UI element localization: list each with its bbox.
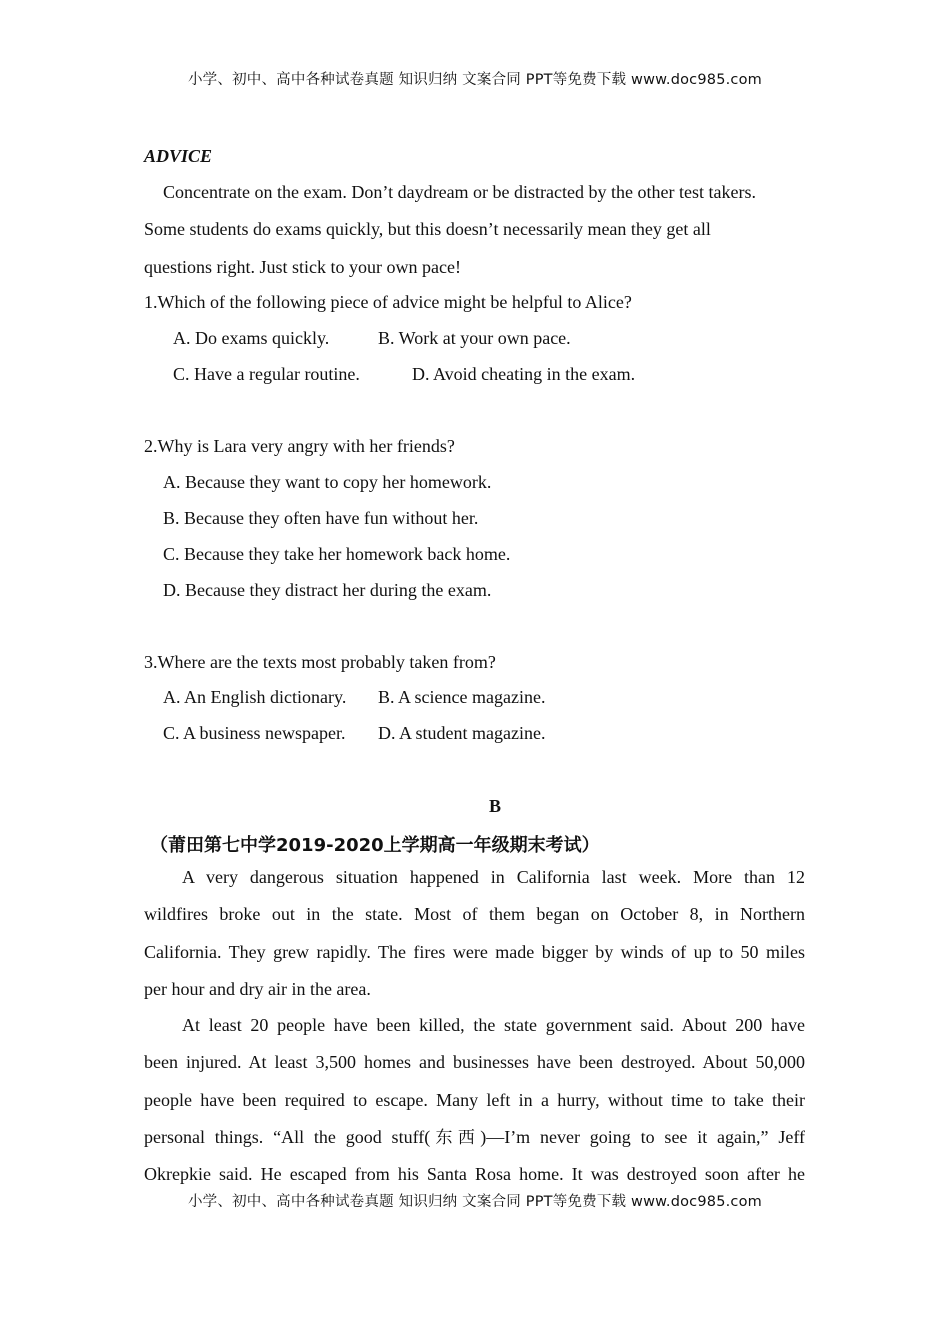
passage-p2-line-5: Okrepkie said. He escaped from his Santa Rosa home. It was destroyed soon after he <box>144 1164 805 1184</box>
question-1-option-d: D. Avoid cheating in the exam. <box>412 364 636 384</box>
advice-line-2: Some students do exams quickly, but this doesn’t necessarily mean they get all <box>144 219 711 239</box>
question-2-stem: 2.Why is Lara very angry with her friends? <box>144 436 455 456</box>
advice-title: ADVICE <box>144 146 213 166</box>
passage-p1-line-4: per hour and dry air in the area. <box>144 979 371 999</box>
passage-p2-line-1: At least 20 people have been killed, the state government said. About 200 have <box>182 1015 805 1035</box>
question-1-option-a: A. Do exams quickly. <box>173 328 330 348</box>
passage-p2-line-2: been injured. At least 3,500 homes and businesses have been destroyed. About 50,000 <box>144 1052 805 1072</box>
advice-line-1: Concentrate on the exam. Don’t daydream or be distracted by the other test takers. <box>163 182 756 202</box>
passage-p2-line-4-part-b: )—I’m never going to see it again,” Jeff <box>480 1127 806 1147</box>
question-3-option-a: A. An English dictionary. <box>163 687 347 707</box>
question-1-option-b: B. Work at your own pace. <box>378 328 571 348</box>
section-b-label: B <box>488 796 501 816</box>
passage-p1-line-3: California. They grew rapidly. The fires were made bigger by winds of up to 50 miles <box>144 942 805 962</box>
passage-p1-line-2: wildfires broke out in the state. Most of them began on October 8, in Northern <box>144 904 805 924</box>
passage-p2-line-4-cjk: 东西 <box>430 1128 481 1148</box>
question-3-stem: 3.Where are the texts most probably taken from? <box>144 652 496 672</box>
question-2-option-a: A. Because they want to copy her homework. <box>163 472 492 492</box>
question-3-option-c: C. A business newspaper. <box>163 723 346 743</box>
passage-p2-line-4 <box>144 1128 805 1147</box>
passage-p1-line-1: A very dangerous situation happened in California last week. More than 12 <box>182 867 805 887</box>
question-3-option-b: B. A science magazine. <box>378 687 546 707</box>
question-2-option-c: C. Because they take her homework back home. <box>163 544 511 564</box>
question-3-option-d: D. A student magazine. <box>378 723 546 743</box>
question-1-option-c: C. Have a regular routine. <box>173 364 360 384</box>
question-2-option-b: B. Because they often have fun without her. <box>163 508 479 528</box>
question-2-option-d: D. Because they distract her during the exam. <box>163 580 492 600</box>
question-1-stem: 1.Which of the following piece of advice might be helpful to Alice? <box>144 292 632 312</box>
section-b-source: （莆田第七中学2019-2020上学期高一年级期末考试） <box>150 835 600 856</box>
page-header: 小学、初中、高中各种试卷真题 知识归纳 文案合同 PPT等免费下载 www.doc985.com <box>187 72 763 88</box>
passage-p2-line-4-part-a: personal things. “All the good stuff( <box>144 1127 431 1147</box>
advice-line-3: questions right. Just stick to your own pace! <box>144 257 461 277</box>
passage-p2-line-3: people have been required to escape. Many left in a hurry, without time to take their <box>144 1090 805 1110</box>
page-footer: 小学、初中、高中各种试卷真题 知识归纳 文案合同 PPT等免费下载 www.doc985.com <box>187 1194 763 1210</box>
